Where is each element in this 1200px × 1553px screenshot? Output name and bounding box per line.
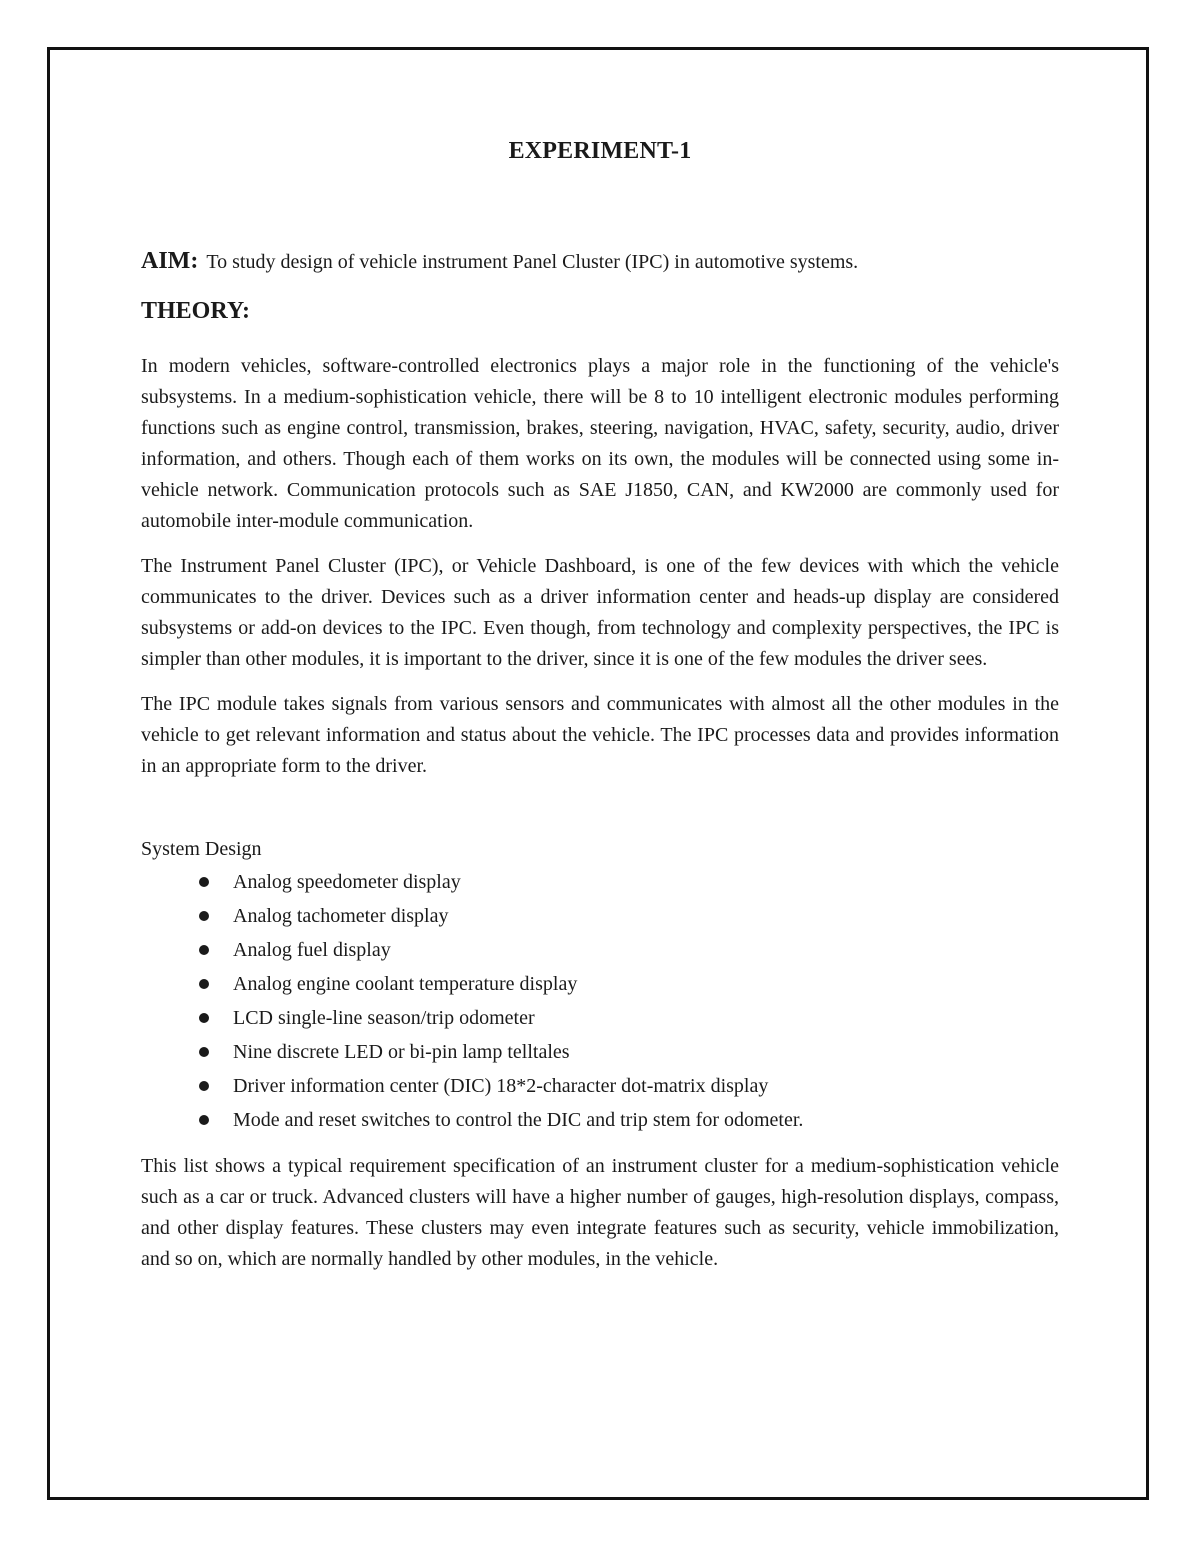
aim-section (141, 249, 1059, 273)
bullet-icon (199, 945, 209, 955)
list-item-text: Analog speedometer display (233, 871, 461, 893)
list-item (199, 899, 1059, 933)
theory-paragraph-3: The IPC module takes signals from various sensors and communicates with almost all the other modules in the vehicle to get relevant information and status about the vehicle. The IPC processes data and provides information in an appropriate form to the driver. (141, 693, 1059, 777)
list-item (199, 1069, 1059, 1103)
document-body (141, 138, 1059, 1275)
bullet-icon (199, 911, 209, 921)
bullet-icon (199, 877, 209, 887)
aim-text: To study design of vehicle instrument Panel Cluster (IPC) in automotive systems. (206, 251, 859, 273)
list-item (199, 865, 1059, 899)
bullet-icon (199, 1047, 209, 1057)
aim-label: AIM: (141, 248, 199, 274)
list-item (199, 1035, 1059, 1069)
list-item (199, 967, 1059, 1001)
bullet-icon (199, 979, 209, 989)
theory-heading: THEORY: (141, 298, 250, 324)
list-item (199, 1001, 1059, 1035)
bullet-icon (199, 1013, 209, 1023)
bullet-icon (199, 1081, 209, 1091)
list-item-text: Nine discrete LED or bi-pin lamp telltales (233, 1041, 570, 1063)
list-item-text: LCD single-line season/trip odometer (233, 1007, 535, 1029)
summary-paragraph: This list shows a typical requirement specification of an instrument cluster for a medium-sophistication vehicle such as a car or truck. Advanced clusters will have a higher number of gauges, high-resolution displays, compass, and other display features. These clusters may even integrate features such as security, vehicle immobilization, and so on, which are normally handled by other modules, in the vehicle. (141, 1155, 1059, 1270)
list-item-text: Analog fuel display (233, 939, 391, 961)
page-title: EXPERIMENT-1 (508, 138, 692, 164)
list-item-text: Analog engine coolant temperature display (233, 973, 578, 995)
theory-paragraph-1: In modern vehicles, software-controlled electronics plays a major role in the functioning of the vehicle's subsystems. In a medium-sophistication vehicle, there will be 8 to 10 intelligent electronic modules performing functions such as engine control, transmission, brakes, steering, navigation, HVAC, safety, security, audio, driver information, and others. Though each of them works on its own, the modules will be connected using some in-vehicle network. Communication protocols such as SAE J1850, CAN, and KW2000 are commonly used for automobile inter-module communication. (141, 355, 1059, 532)
system-design-list (141, 865, 1059, 1137)
list-item-text: Mode and reset switches to control the DIC and trip stem for odometer. (233, 1109, 804, 1131)
theory-paragraph-2: The Instrument Panel Cluster (IPC), or Vehicle Dashboard, is one of the few devices with which the vehicle communicates to the driver. Devices such as a driver information center and heads-up display are considered subsystems or add-on devices to the IPC. Even though, from technology and complexity perspectives, the IPC is simpler than other modules, it is important to the driver, since it is one of the few modules the driver sees. (141, 555, 1059, 670)
list-item-text: Analog tachometer display (233, 905, 449, 927)
bullet-icon (199, 1115, 209, 1125)
list-item (199, 933, 1059, 967)
list-item (199, 1103, 1059, 1137)
system-design-label: System Design (141, 838, 262, 860)
list-item-text: Driver information center (DIC) 18*2-character dot-matrix display (233, 1075, 769, 1097)
